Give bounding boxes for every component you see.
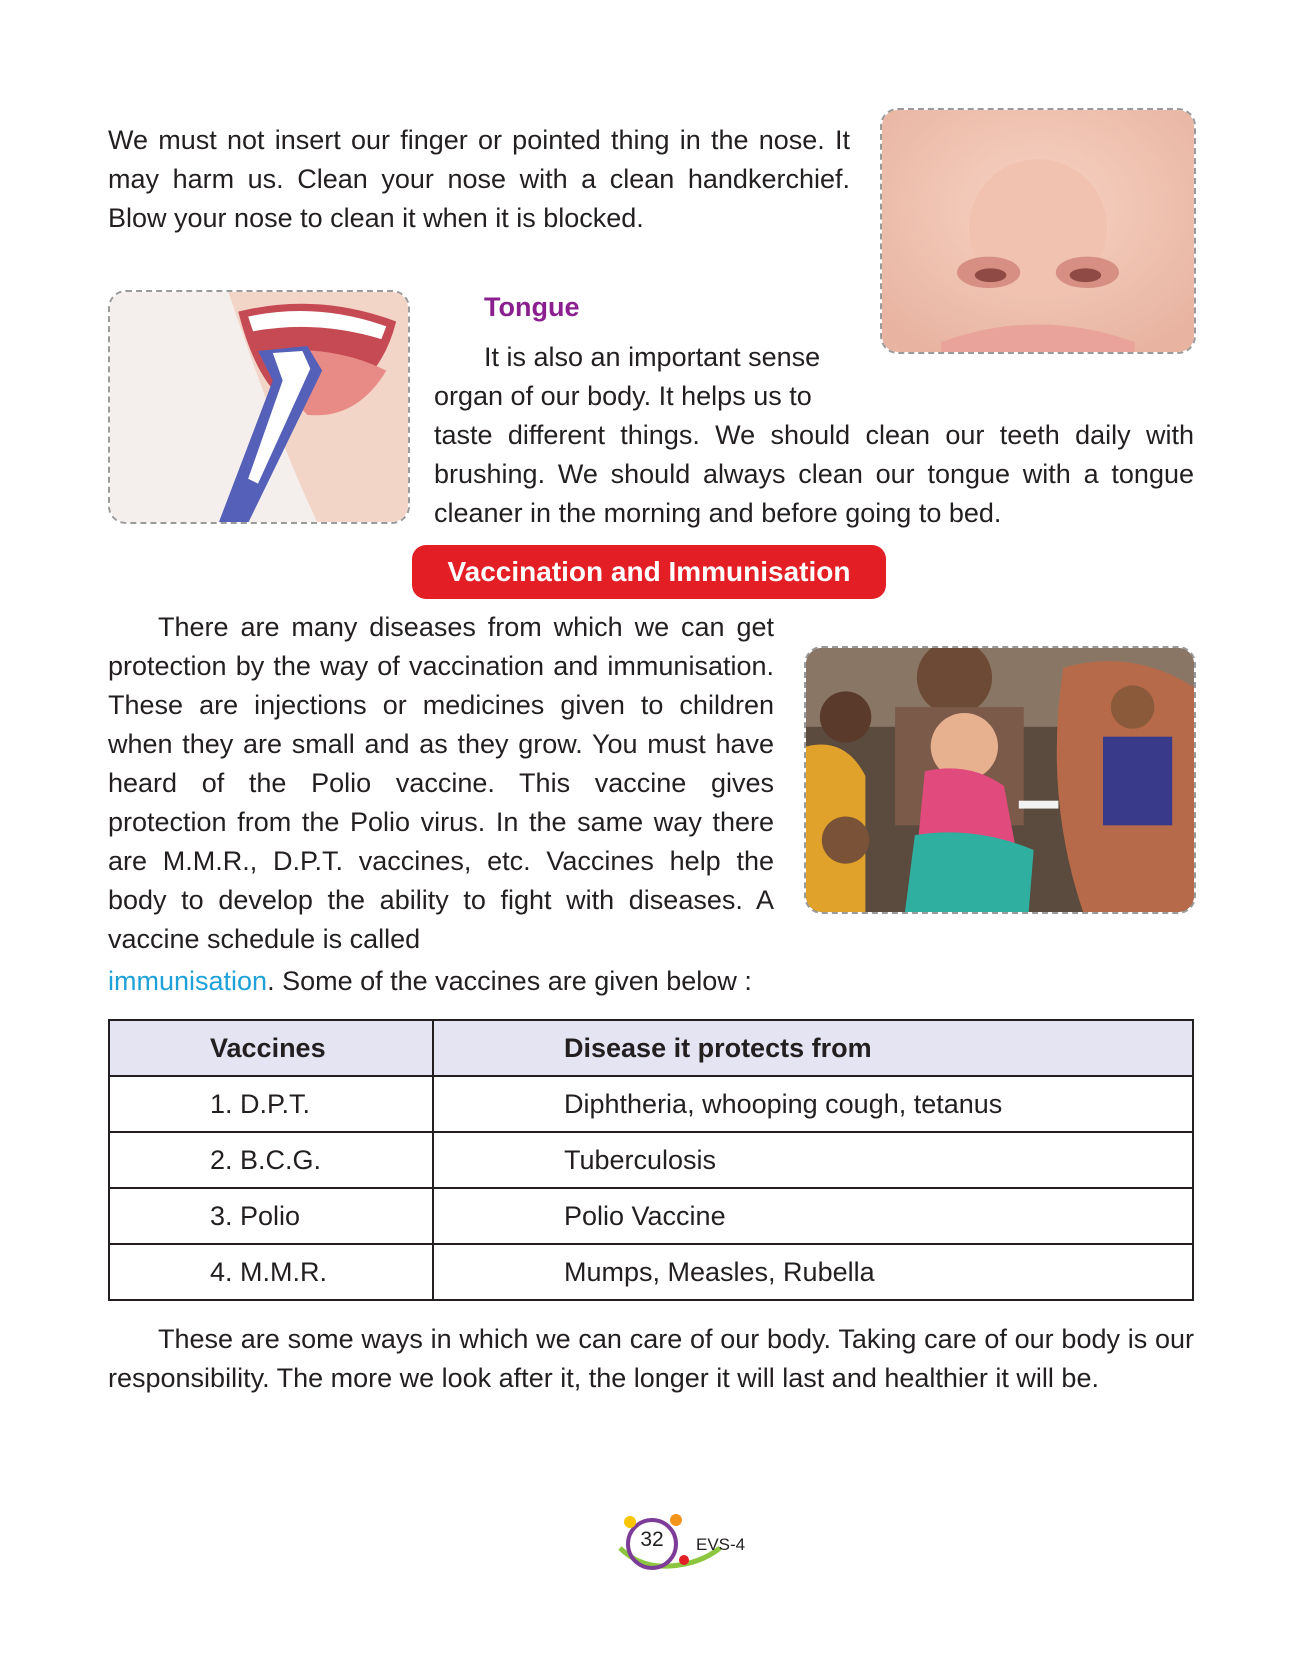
vaccine-cell: 4. M.M.R.	[109, 1244, 433, 1300]
table-row	[109, 1132, 1193, 1188]
tongue-cleaner-photo	[108, 290, 410, 524]
section-title-badge: Vaccination and Immunisation	[412, 545, 886, 599]
table-row	[109, 1076, 1193, 1132]
vaccine-cell: 2. B.C.G.	[109, 1132, 433, 1188]
vaccine-table	[108, 1019, 1194, 1301]
disease-cell: Tuberculosis	[433, 1132, 1193, 1188]
vaccination-photo	[804, 646, 1196, 914]
table-header-row	[109, 1020, 1193, 1076]
vaccination-paragraph-end	[108, 962, 868, 1001]
closing-paragraph: These are some ways in which we can care of our body. Taking care of our body is our responsibility. The more we look after it, the longer it will last and healthier it will be.	[108, 1324, 1194, 1393]
header-disease: Disease it protects from	[433, 1020, 1193, 1076]
vaccination-tail: . Some of the vaccines are given below :	[267, 966, 752, 996]
vaccine-cell: 3. Polio	[109, 1188, 433, 1244]
table-row	[109, 1244, 1193, 1300]
disease-cell: Diphtheria, whooping cough, tetanus	[433, 1076, 1193, 1132]
table-row	[109, 1188, 1193, 1244]
tongue-paragraph: taste different things. We should clean our teeth daily with brushing. We should always clean our tongue with a tongue cleaner in the morning and before going to bed.	[434, 420, 1194, 528]
header-vaccines: Vaccines	[109, 1020, 433, 1076]
nose-paragraph: We must not insert our finger or pointed thing in the nose. It may harm us. Clean your nose with a clean handkerchief. Blow your nose to clean it when it is blocked.	[108, 125, 850, 233]
immunisation-term: immunisation	[108, 966, 268, 996]
tongue-paragraph-wrapped: It is also an important sense organ of our body. It helps us to	[434, 342, 821, 411]
book-code: EVS-4	[696, 1535, 746, 1554]
tongue-heading: Tongue	[484, 292, 580, 322]
page-number: 32	[640, 1528, 664, 1551]
disease-cell: Polio Vaccine	[433, 1188, 1193, 1244]
vaccination-paragraph: There are many diseases from which we can get protection by the way of vaccination and immunisation. These are injections or medicines given to children when they are small and as they grow. You must have heard of the Polio vaccine. This vaccine gives protection from the Polio virus. In the same way there are M.M.R., D.P.T. vaccines, etc. Vaccines help the body to develop the ability to fight with diseases. A vaccine schedule is called	[108, 612, 774, 954]
nose-photo	[880, 108, 1196, 354]
vaccine-cell: 1. D.P.T.	[109, 1076, 433, 1132]
disease-cell: Mumps, Measles, Rubella	[433, 1244, 1193, 1300]
